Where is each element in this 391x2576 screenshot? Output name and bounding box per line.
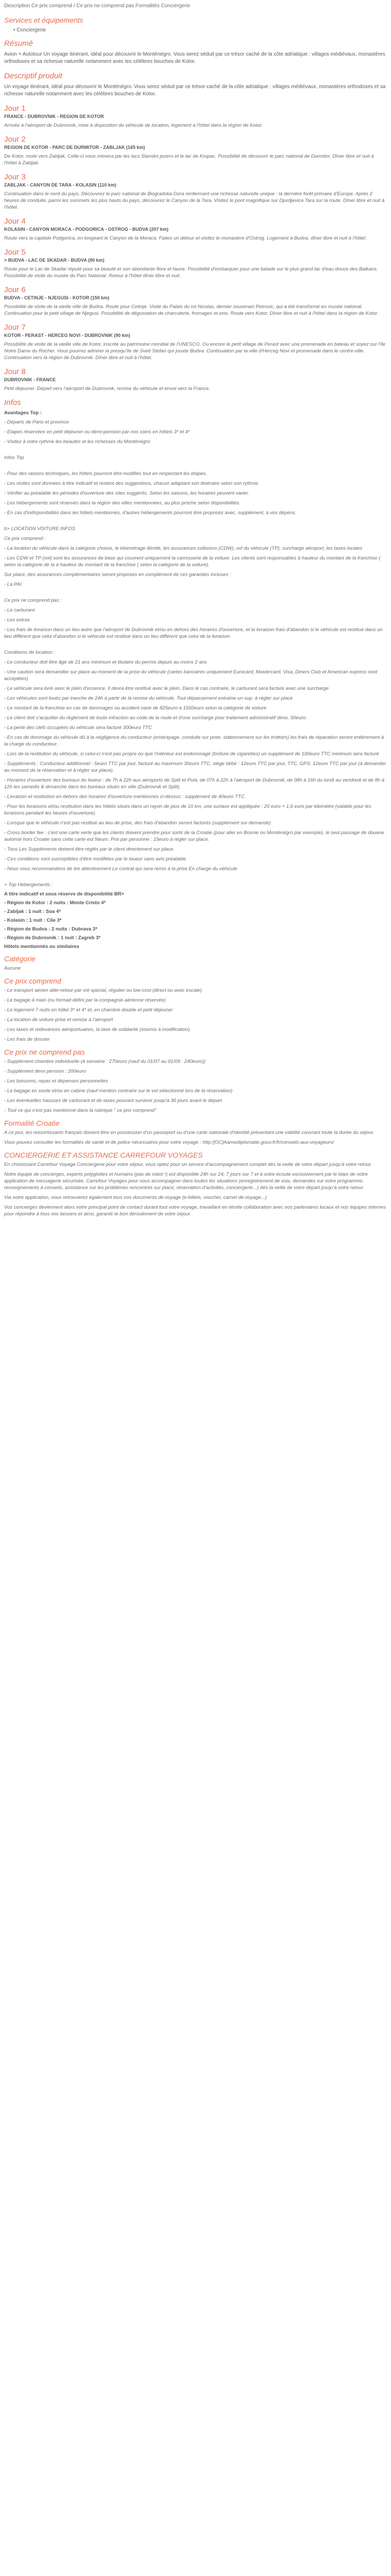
- day-route: BUDVA - CETINJE - NJEGUSI - KOTOR (150 km): [4, 295, 109, 300]
- excludes-item: - Supplément demi pension : 200euro: [4, 1069, 86, 1074]
- concierge-paragraph: Via notre application, vous retrouverez également tous vos documents de voyage (e-billets, voucher, carnet de voyage...): [4, 1195, 267, 1200]
- services-title: Services et équipements: [4, 16, 84, 24]
- day-description: Petit déjeuner. Départ vers l'aéroport de Dubrovnik, remise du véhicule et envol vers la France.: [4, 386, 210, 392]
- info-line: - Le conducteur doit être âgé de 21 ans minimum et titulaire du permis depuis au moins 2 ans: [4, 659, 207, 665]
- day-title: Jour 6: [4, 285, 26, 294]
- tab-description-bar[interactable]: Description Ce prix comprend / Ce prix ne comprend pas Formalités Conciergerie: [4, 3, 190, 9]
- resume-title: Résumé: [4, 39, 33, 48]
- info-line: - Vérifier au préalable les périodes d'ouverture des sites suggérés. Selon les saisons, les horaires peuvent varier.: [4, 490, 250, 496]
- info-line: - La perte des clefs occupées du véhicule sera facturé 300euro TTC: [4, 725, 152, 731]
- concierge-list: [4, 1161, 387, 1217]
- concierge-title: CONCIERGERIE ET ASSISTANCE CARREFOUR VOYAGES: [4, 1151, 203, 1159]
- concierge-paragraph: Vos concierges deviennent alors votre principal point de contact durant tout votre voyage, travaillant en étroite collaboration avec nos partenaires locaux et nos équipes internes pour répondre à tous vos besoins et ainsi, garantir le bon déroulement de votre séjour.: [4, 1205, 386, 1217]
- info-line: - Visitez à votre rythme les beautés et les richesses du Monténégro: [4, 439, 150, 445]
- info-line: - Le client doit s'acquitter du règlement de toute infraction au code de la route et d'une surcharge pour traitement administratif dimo. 50euro.: [4, 715, 307, 721]
- info-line: - Les visites sont données à titre indicatif et restent des suggestions, chacun adaptant son itinéraire selon son rythme.: [4, 481, 259, 486]
- info-line: - Les extras: [4, 617, 30, 623]
- info-bold-line: - Zabljak : 1 nuit : Soa 4*: [4, 909, 61, 914]
- info-bold-line: Hôtels mentionnés ou similaires: [4, 944, 79, 950]
- info-bold-line: - Kolasin : 1 nuit : Cile 3*: [4, 918, 62, 923]
- product-page: [0, 0, 391, 1241]
- info-line: Conditions de location :: [4, 650, 55, 655]
- services-list: [4, 27, 387, 33]
- infos-title: Infos: [4, 398, 21, 407]
- excludes-item: - Les éventuelles hausses de carburant et de taxes pouvant survenir jusqu'à 30 jours avant le départ: [4, 1098, 222, 1104]
- info-line: - Cross border fee : c'est une carte verte que les clients doivent prendre pour sortir de la Croatie (pour aller en Bosnie ou Monténégro par exemple), le seul passage de douane autorisé hors Croatie sans cette carte est Neum. Prix par personne : 15euro à régler sur place.: [4, 830, 384, 842]
- detail-text: Un voyage itinérant, idéal pour découvrir le Monténégro. Vous serez séduit par ce trésor caché de la côte adriatique : villages médiévaux, monastères orthodoxes et sa richesse naturelle notamment avec les célèbres bouches de Kotor.: [4, 84, 386, 97]
- info-bold-line: - Région de Dubrovnik : 1 nuit : Zagreb 3*: [4, 935, 101, 941]
- includes-list: [4, 987, 387, 1043]
- includes-item: - Le logement 7 nuits en hôtel 3* et 4* et, en chambre double et petit déjeuner: [4, 1007, 173, 1013]
- excludes-item: - Le bagage en soute et/ou en cabine (sauf mention contraire sur le vol sélectionné lors de la réservation): [4, 1088, 233, 1094]
- info-line: > Top Hébergements :: [4, 882, 53, 888]
- day-title: Jour 8: [4, 367, 26, 376]
- info-line: - Les CDW et TP (vol) sont les assurances de base qui couvrent uniquement la carrosserie de la voiture. Les clients sont responsables à hauteur du montant de la franchise ( selon la catégorie de la à hauteur du montant de la franchise ( selon la catégorie de la voiture).: [4, 555, 381, 568]
- concierge-paragraph: En choisissant Carrefour Voyage Conciergerie pour votre séjour, vous optez pour un service d'accompagnement complet dès la veille de votre départ jusqu'à votre retour.: [4, 1162, 372, 1167]
- info-line: - Le véhicule sera livré avec le plein d'essence. Il devra être restitué avec le plein. Dans le cas contraire, le carburant sera facturé avec une surcharge: [4, 686, 329, 691]
- includes-item: - La location de voiture prise et remise à l'aéroport: [4, 1017, 113, 1023]
- day-description: Route pour le Lac de Skadar réputé pour sa beauté et son abondante flore et faune. Possibilité d'embarquer pour une balade sur le plus grand lac d'eau douce des Balkans. Possibilité de visite du musée du Parc National. Retour à l'hôtel dîner libre et nuit.: [4, 266, 378, 279]
- info-line: Infos Top: [4, 455, 24, 461]
- itinerary-days: [4, 104, 387, 392]
- info-line: Ce prix ne comprend pas :: [4, 598, 62, 603]
- includes-item: - Le bagage à main (ou formait défini par la compagnie aérienne réservée): [4, 997, 166, 1003]
- day-title: Jour 5: [4, 248, 26, 257]
- info-line: - En cas de dommage du véhicule dû à la négligence du conducteur (embrayage, conduite sur piste, stationnement sur les trottoirs) les frais de réparation seront entièrement à la charge du conducteur.: [4, 735, 384, 747]
- day-title: Jour 1: [4, 104, 26, 113]
- includes-item: - Les taxes et redevances aéroportuaires, la taxe de solidarité (soumis à modification): [4, 1027, 190, 1032]
- excludes-item: - Les boissons, repas et dépenses personnelles: [4, 1078, 108, 1084]
- category-value: Aucune: [4, 965, 21, 971]
- includes-item: - Le transport aérien aller-retour par vol spécial, régulier ou low-cost (direct ou avec escale): [4, 988, 202, 993]
- day-description: Continuation dans le nord du pays. Découvrez le parc national de Biogradska Gora renfermant une richesse naturelle unique : la dernière forêt primaire d'Europe. Après 2 heures de conduite, parmi les sommets les plus hauts du pays, découvrez le Canyon de la Tara. Visitez le pont magnifique sur Djurdjevica Tara sur la route. Dîner libre et nuit à l'hôtel.: [4, 191, 385, 210]
- info-bold-line: - Région de Kotor : 2 nuits : Monte Cristo 4*: [4, 900, 106, 906]
- info-line: - Lors de la restitution du véhicule, si celui-ci n'est pas propre ou que l'intérieur est endommagé (brûlure de cigarettes) un supplément de 100euro TTC minimum sera facturé: [4, 751, 379, 757]
- day-description: Possibilité de visite de la vieille ville de Kotor, inscrite au patrimoine mondial de l'UNESCO. Ou encore le petit village de Perast avec une promenade en bateau et soyez sur l'île Notre Dame du Rocher. Vous pourrez admirer la presqu'île de Sveti Stefan qui jouxte Budva. Continuation par la ville d'Herceg Novi et promenade dans le centre-ville. Continuation vers la région de Dubrovnik. Dîner libre et nuit à l'hôtel.: [4, 342, 386, 361]
- day-description: De Kotor, route vers Zabljak. Celle-ci vous mènera par les lacs Slansko jezero et le lac de Krupac. Possibilité de découvrir le parc national de Durmitor. Dîner libre et nuit à l'hôtel à Zabljak.: [4, 154, 374, 166]
- info-bold-line: A titre indicatif et sous réserve de disponibilité BR>: [4, 891, 124, 897]
- info-line: - Ces conditions sont susceptibles d'être modifiées par le loueur sans avis préalable: [4, 856, 186, 862]
- info-line: - La location du véhicule dans la catégorie choisie, le kilométrage illimité, les assurances collisions (CDW), vol du véhicule (TP), surcharge aéroport, les taxes locales: [4, 546, 363, 551]
- day-route: KOLASIN - CANYON MORACA - PODGORICA - OSTROG - BUDVA (207 km): [4, 227, 169, 232]
- infos-block: [4, 410, 387, 950]
- excludes-item: - Supplément chambre individuelle (à semaine : 270euro (sauf du 01/07 au 01/09 : 240euro)): [4, 1059, 206, 1064]
- resume-text: Avion + Autotour Un voyage itinérant, idéal pour découvrir le Monténégro. Vous serez séduit par ce trésor caché de la côte adriatique : villages médiévaux, monastères orthodoxes et sa richesse naturelle notamment avec les célèbres bouches de Kotor.: [4, 52, 385, 64]
- includes-item: - Les frais de dossier: [4, 1037, 50, 1042]
- info-line: - Horaires d'ouverture des bureaux du loueur : de 7h à 22h aux aéroports de Split et Pula, de 07h à 22h à l'aéroport de Dubrovnik, de 08h à 16h du lundi au vendredi et de 8h à 12h les samedis & dimanche dans les bureaux situés en ville (Dubrovnik et Split).: [4, 777, 385, 790]
- info-line: - Tous Les Suppléments doivent être réglés par le client directement sur place.: [4, 846, 175, 852]
- formalities-item: A ce jour, les ressortissants français doivent être en possession d'un passeport ou d'une carte nationale d'identité présentant une validité couvrant toute la durée du séjour.: [4, 1130, 374, 1136]
- day-title: Jour 7: [4, 323, 26, 332]
- excludes-item: - Tout ce qui n'est pas mentionné dans la rubrique " ce prix comprend": [4, 1108, 156, 1113]
- formalities-title: Formalité Croatie: [4, 1119, 60, 1127]
- info-line: - Suppléments : Conducteur additionnel : 5euro TTC par jour, facturé au maximum 30euro TTC, siège bébé : 12euro TTC par jour, TTC, GPS: 12euro TTC par jour (à demander au moment de la réservation et à régler sur place).: [4, 761, 386, 773]
- info-bold-line: Avantages Top :: [4, 410, 42, 416]
- day-description: Possibilité de visite de la vieille ville de Budva. Route pour Cetinje. Visite du Palais du roi Nicolas, dernier souverain Petrovic, qui a été transformé en musée national. Continuation pour le petit village de Njegusi. Possibilité de dégustation de charcuterie, fromages et vins. Route vers Kotor. Dîner libre et nuit à l'hôtel dans la région de Kotor.: [4, 304, 379, 316]
- excludes-title: Ce prix ne comprend pas: [4, 1048, 85, 1056]
- info-line: - Le carburant: [4, 607, 35, 613]
- info-line: - Départs de Paris et province: [4, 419, 69, 425]
- info-line: - En cas d'indisponibilités dans les hôtels mentionnés, d'autres hébergements pourront être proposés avec, supplément, à vos dépens.: [4, 510, 297, 516]
- concierge-paragraph: Notre équipe de concierges, experts polyglottes et humains (pas de robot !) est disponible 24h sur 24, 7 jours sur 7 et à votre écoute exclusivement par le biais de notre application de messagerie sécurisée. Carrefour Voyages pour vous accompagner dans toutes les situations (enregistrement de voix, demandes sur votre programme, renseignements à conseils, assistance sur les problèmes rencontrés sur place, réservation d'activités, conciergerie...) dès la veille de votre départ jusqu'à votre retour.: [4, 1172, 368, 1191]
- info-line: - Pour des raisons techniques, les hôtels pourront être modifiés tout en respectant les étapes.: [4, 471, 207, 477]
- day-route: DUBROVNIK - FRANCE: [4, 377, 56, 382]
- day-route: REGION DE KOTOR - PARC DE DURMITOR - ZABLJAK (165 km): [4, 145, 145, 150]
- info-line: - Etapes réservées en petit déjeuner ou demi-pension par nos soins en hôtels 3* et 4*: [4, 429, 190, 435]
- info-line: - La PAI: [4, 582, 22, 587]
- info-line: Sur place, des assurances complémentaires seront proposés en complément de ces garanties incluses :: [4, 572, 231, 578]
- day-route: FRANCE - DUBROVNIK - REGION DE KOTOR: [4, 114, 104, 119]
- formalities-item: Vous pouvez consulter les formalités de santé et de police nécessaires pour votre voyage : http:/[OC]Aamwdiplomatie.gouv.fr/fr/conseils-aux-voyageurs/: [4, 1140, 334, 1145]
- formalities-list: [4, 1129, 387, 1146]
- info-line: - Pour les livraisons et/ou restitution dans les hôtels situés dans un rayon de plus de 10 km, une surtaxe est appliquée : 20 euro + 1,6 euro par kilomètre (valable pour les livraisons pendant les heures d'ouverture).: [4, 804, 371, 816]
- day-title: Jour 2: [4, 135, 26, 144]
- excludes-list: [4, 1058, 387, 1114]
- day-route: ZABLJAK - CANYON DE TARA - KOLASIN (110 km): [4, 182, 117, 188]
- info-line: - Le montant de la franchise en cas de dommages ou accident varie de 825euro à 1550euro selon la catégorie de voiture: [4, 705, 267, 711]
- detail-title: Descriptif produit: [4, 72, 62, 80]
- info-line: - Les frais de livraison dans un lieu autre que l'aéroport de Dubrovnik et/ou en dehors des horaires d'ouverture, et la livraison frais d'abandon si le véhicule est restitué dans un lieu différent que celui d'abandon si le véhicule est restitué dans un lieu différent que celui de la livraison: [4, 627, 383, 639]
- info-line: - Une caution sera demandée sur place au moment de la prise du véhicule (cartes bancaires uniquement Eurocard, Mastercard, Visa, Diners Club et American express sont acceptées): [4, 669, 378, 682]
- info-line: Ce prix comprend :: [4, 536, 46, 541]
- day-description: Arrivée à l'aéroport de Dubrovnik, mise à disposition du véhicule de location, logement à l'hôtel dans la région de Kotor.: [4, 123, 263, 128]
- day-description: Route vers la capitale Podgorica, en longeant le Canyon de la Moraca. Faites un détour et visitez le monastère d'Ostrog. Logement à Budva, dîner libre et nuit à l'hôtel.: [4, 235, 367, 241]
- info-line: b> LOCATION VOITURE INFOS: [4, 526, 75, 532]
- day-title: Jour 3: [4, 173, 26, 181]
- category-title: Catégorie: [4, 955, 36, 963]
- info-line: - Livraison et restitution en dehors des horaires d'ouverture mentionnés ci-dessus : supplément de 40euro TTC.: [4, 794, 246, 800]
- info-line: - Les hébergements sont réservés dans la région des villes mentionnées, au plus proche selon disponibilités.: [4, 500, 240, 506]
- info-line: - Lorsque que le véhicule n'est pas restitué au lieu de prise, des frais d'abandon seront facturés (supplément sur demande): [4, 820, 271, 826]
- day-route: KOTOR - PERAST - HERCEG NOVI - DUBROVNIK (90 km): [4, 333, 131, 338]
- day-title: Jour 4: [4, 217, 26, 226]
- info-bold-line: - Région de Budva : 2 nuits : Dubrava 3*: [4, 926, 97, 932]
- info-line: - Nous vous recommandons de lire attentivement Le contrat qui sera remis à la prise En charge du véhicule: [4, 866, 238, 872]
- service-item: • Conciergerie: [13, 27, 46, 33]
- info-line: - Les véhicules sont loués par tranche de 24h à partir de la remise du véhicule. Tout dépassement entraîne un sup. à régler sur place: [4, 696, 293, 701]
- includes-title: Ce prix comprend: [4, 977, 61, 985]
- day-route: > BUDVA - LAC DE SKADAR - BUDVA (90 km): [4, 258, 105, 263]
